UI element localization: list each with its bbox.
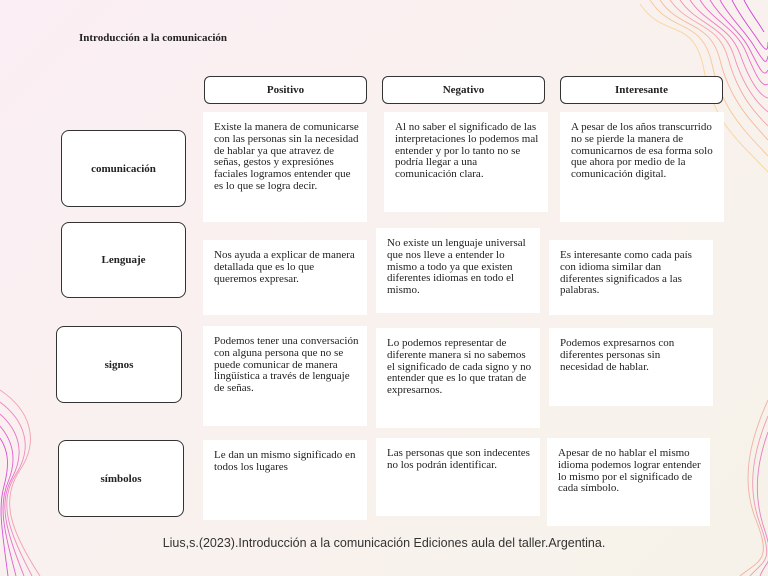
table-cell: A pesar de los años transcurrido no se pierde la manera de comunicarnos de esa forma solo que ahora por medio de la comunicación digital. bbox=[560, 112, 724, 222]
page-title: Introducción a la comunicación bbox=[79, 32, 228, 44]
column-header-negativo: Negativo bbox=[382, 76, 545, 104]
table-cell: Lo podemos representar de diferente manera si no sabemos el significado de cada signo y no entender que es lo que tratan de expresarnos. bbox=[376, 328, 540, 428]
row-label-lenguaje: Lenguaje bbox=[61, 222, 186, 298]
table-cell: Podemos tener una conversación con alguna persona que no se puede comunicar de manera lingüística a través de lenguaje de señas. bbox=[203, 326, 367, 426]
table-cell: Le dan un mismo significado en todos los lugares bbox=[203, 440, 367, 520]
table-cell: No existe un lenguaje universal que nos lleve a entender lo mismo a todo ya que existen diferentes idiomas en todo el mismo. bbox=[376, 228, 540, 313]
row-label-signos: signos bbox=[56, 326, 182, 403]
table-cell: Es interesante como cada país con idioma similar dan diferentes significados a las palabras. bbox=[549, 240, 713, 315]
citation: Lius,s.(2023).Introducción a la comunicación Ediciones aula del taller.Argentina. bbox=[162, 536, 606, 550]
table-cell: Nos ayuda a explicar de manera detallada que es lo que queremos expresar. bbox=[203, 240, 367, 315]
row-label-simbolos: símbolos bbox=[58, 440, 184, 517]
table-cell: Al no saber el significado de las interpretaciones lo podemos mal entender y por lo tanto no se podría llegar a una comunicación clara. bbox=[384, 112, 548, 212]
table-cell: Apesar de no hablar el mismo idioma podemos lograr entender lo mismo por el significado de cada símbolo. bbox=[547, 438, 710, 526]
column-header-positivo: Positivo bbox=[204, 76, 367, 104]
column-header-interesante: Interesante bbox=[560, 76, 723, 104]
table-cell: Las personas que son indecentes no los podrán identificar. bbox=[376, 438, 540, 516]
table-cell: Podemos expresarnos con diferentes personas sin necesidad de hablar. bbox=[549, 328, 713, 406]
table-cell: Existe la manera de comunicarse con las personas sin la necesidad de hablar ya que atravez de señas, gestos y expresiónes faciales logramos entender que es lo que se logra decir. bbox=[203, 112, 367, 222]
row-label-comunicacion: comunicación bbox=[61, 130, 186, 207]
